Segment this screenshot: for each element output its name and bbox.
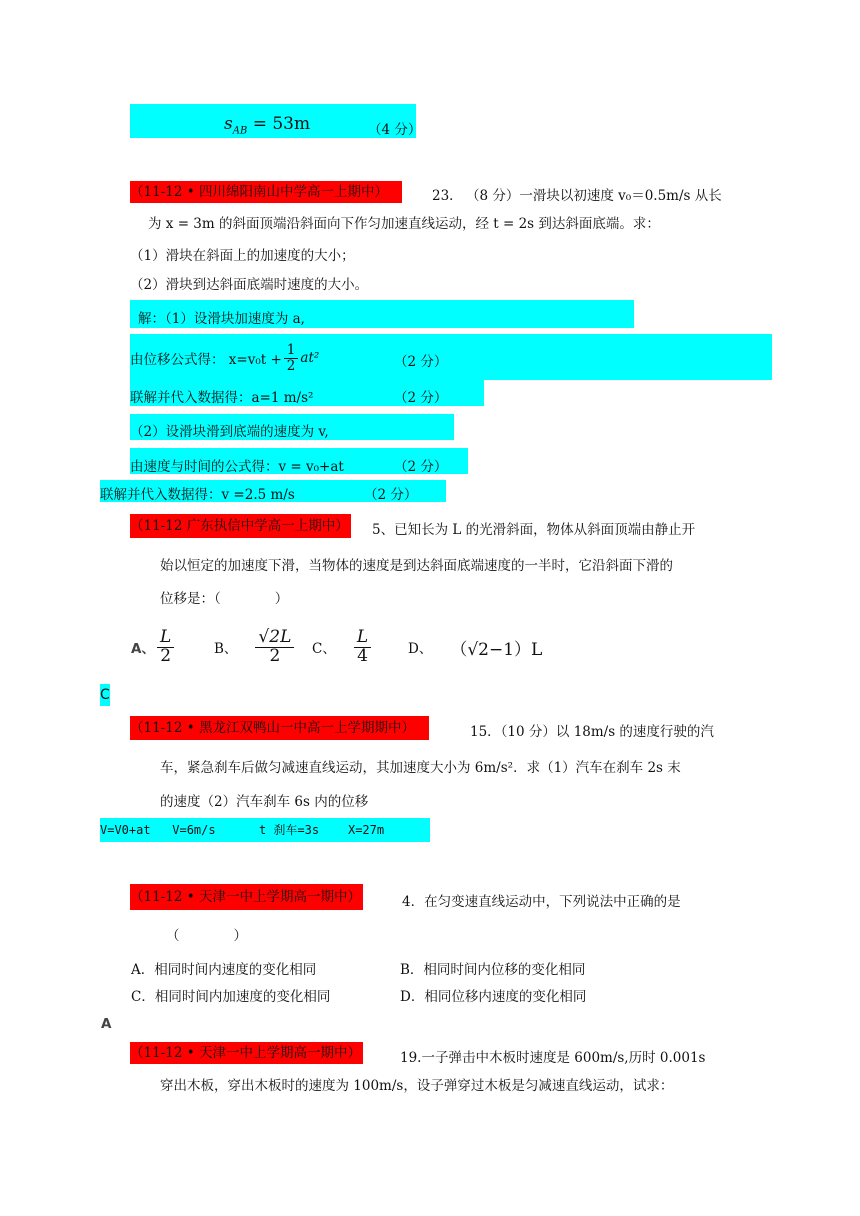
question-text-line: 的速度（2）汽车刹车 6s 内的位移 bbox=[160, 794, 369, 810]
option-b bbox=[214, 624, 296, 670]
fraction-numerator: L bbox=[354, 629, 371, 648]
question-text-line: 19.一子弹击中木板时速度是 600m/s,历时 0.001s bbox=[400, 1050, 706, 1066]
question-text-line: 4．在匀变速直线运动中，下列说法中正确的是 bbox=[402, 894, 681, 910]
source-tag: （11-12 • 天津一中上学期高一期中） bbox=[130, 884, 363, 910]
source-tag: （11-12 • 黑龙江双鸭山一中高一上学期期中） bbox=[130, 716, 429, 740]
question-number: 23． bbox=[432, 188, 463, 204]
points-label: （2 分） bbox=[394, 390, 448, 406]
answer-letter: A bbox=[101, 1016, 112, 1032]
source-tag: （11-12 广东执信中学高一上期中） bbox=[130, 514, 351, 538]
fraction-half bbox=[284, 343, 299, 372]
question-text-line: 5、已知长为 L 的光滑斜面，物体从斜面顶端由静止开 bbox=[372, 522, 696, 538]
formula-sub: AB bbox=[232, 125, 248, 137]
option-expression: （√2−1）L bbox=[450, 639, 543, 660]
question-part: （1）滑块在斜面上的加速度的大小； bbox=[130, 248, 355, 264]
option-c: C．相同时间内加速度的变化相同 bbox=[131, 989, 331, 1005]
fraction-denominator: 2 bbox=[160, 645, 172, 666]
option-label: A、 bbox=[131, 641, 155, 657]
source-tag: （11-12 • 天津一中上学期高一期中） bbox=[130, 1042, 363, 1064]
points-label: （2 分） bbox=[364, 487, 418, 503]
answer-highlight: C bbox=[100, 684, 110, 706]
solution-line: （2）设滑块滑到底端的速度为 v, bbox=[130, 424, 329, 440]
option-d: D．相同位移内速度的变化相同 bbox=[400, 989, 587, 1005]
answer-highlight: V=V0+at V=6m/s t 刹车=3s X=27m bbox=[100, 818, 430, 842]
question-text-line: （ ） bbox=[166, 928, 247, 944]
option-label: D、 bbox=[408, 641, 433, 657]
question-text-line: 为 x = 3m 的斜面顶端沿斜面向下作匀加速直线运动，经 t = 2s 到达斜面底端。求： bbox=[148, 216, 660, 232]
formula-lhs: s bbox=[224, 114, 233, 134]
solution-line: 联解并代入数据得：a=1 m/s² bbox=[130, 390, 314, 406]
option-label: B、 bbox=[214, 641, 238, 657]
question-text-line: 车，紧急刹车后做匀减速直线运动，其加速度大小为 6m/s²．求（1）汽车在刹车 2s 末 bbox=[160, 760, 681, 776]
fraction-numerator: 1 bbox=[284, 343, 299, 358]
question-part: （2）滑块到达斜面底端时速度的大小。 bbox=[130, 277, 369, 293]
question-text-line: （8 分）一滑块以初速度 v₀＝0.5m/s 从长 bbox=[466, 188, 722, 204]
question-text-line: 15．（10 分）以 18m/s 的速度行驶的汽 bbox=[470, 724, 714, 740]
formula-sab bbox=[224, 114, 310, 136]
fraction-denominator: 2 bbox=[269, 645, 281, 666]
option-a: A．相同时间内速度的变化相同 bbox=[131, 962, 317, 978]
fraction-denominator: 4 bbox=[357, 645, 368, 666]
option-a bbox=[131, 624, 176, 670]
option-fraction bbox=[354, 626, 371, 666]
formula-rhs: = 53m bbox=[247, 114, 311, 134]
option-d bbox=[408, 624, 542, 670]
option-label: C、 bbox=[312, 641, 336, 657]
solution-line bbox=[130, 338, 319, 378]
option-c bbox=[312, 624, 373, 670]
question-text-line: 始以恒定的加速度下滑，当物体的速度是到达斜面底端速度的一半时，它沿斜面下滑的 bbox=[160, 558, 673, 574]
option-fraction bbox=[157, 626, 174, 666]
option-fraction bbox=[255, 626, 294, 666]
solution-text: at² bbox=[300, 350, 320, 366]
solution-line: 联解并代入数据得：v =2.5 m/s bbox=[100, 487, 295, 503]
points-label: （2 分） bbox=[394, 459, 448, 475]
points-label: （4 分） bbox=[368, 122, 422, 138]
solution-line: 由速度与时间的公式得：v = v₀+at bbox=[130, 459, 344, 475]
question-text-line: 穿出木板，穿出木板时的速度为 100m/s，设子弹穿过木板是匀减速直线运动，试求： bbox=[160, 1078, 674, 1094]
solution-line: 解：（1）设滑块加速度为 a, bbox=[138, 311, 305, 327]
fraction-numerator: L bbox=[157, 629, 174, 648]
fraction-denominator: 2 bbox=[286, 357, 296, 374]
points-label: （2 分） bbox=[394, 354, 448, 370]
source-tag: （11-12 • 四川绵阳南山中学高一上期中） bbox=[130, 181, 402, 203]
solution-text: 由位移公式得： x=v₀t + bbox=[130, 352, 282, 368]
option-b: B．相同时间内位移的变化相同 bbox=[400, 962, 586, 978]
question-text-line: 位移是：（ ） bbox=[160, 591, 289, 607]
fraction-numerator: √2L bbox=[255, 629, 294, 648]
